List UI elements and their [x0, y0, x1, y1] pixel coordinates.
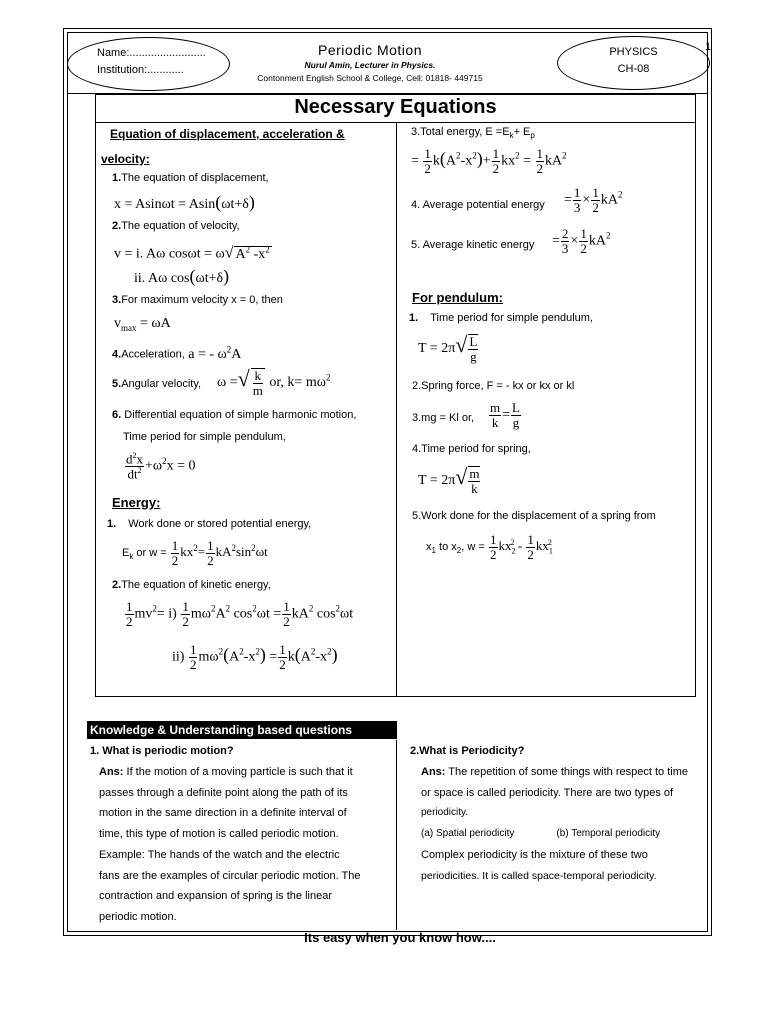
- eq-item-6b: Time period for simple pendulum,: [123, 431, 286, 443]
- q2-answer: Ans: The repetition of some things with respect to time or space is called periodicity. There are two types of periodicity. (a) Spatial periodicity (b) Temporal periodicity Complex periodicity is the mixture of these two periodicities. It is called space-temporal periodicity.: [421, 766, 688, 882]
- questions-section-title: Knowledge & Understanding based questions: [87, 721, 397, 739]
- kinetic-energy-equation-1: $\frac{1}{2}$ $mv^2= i$) $\frac{1}{2}$ $m\omega^2A^2$ $\cos^2\omega t$ = $\frac{1}{2}$ $kA^2$ $\cos^2\omega t$: [126, 599, 354, 629]
- displacement-equation: x = Asinωt = Asin(ωt+δ): [114, 192, 255, 212]
- energy-heading: Energy:: [112, 495, 161, 510]
- name-field: Name:.........................: [97, 47, 206, 59]
- q1-title: 1. What is periodic motion?: [90, 745, 234, 757]
- total-energy-equation: = $\frac{1}{2}$ $k(A^2-x^2)+$ $\frac{1}{2}$ $kx^2$ = $\frac{1}{2}$ $kA^2$: [411, 146, 567, 176]
- mg-equation-label: 3.mg = Kl or,: [412, 412, 475, 424]
- eq-item-2: 2.The equation of velocity,: [112, 220, 240, 232]
- eq-item-5: 5.Angular velocity,: [112, 378, 202, 390]
- pendulum-period-equation: T = 2π√ $\frac{L}{g}$: [418, 332, 478, 364]
- school-line: Contonment English School & College, Cell: 01818- 449715: [257, 73, 483, 83]
- eq-item-6: 6. Differential equation of simple harmonic motion,: [112, 409, 357, 421]
- chapter-label: CH-08: [617, 63, 650, 75]
- spring-work-equation: $x_1$ to $x_2$, w = $\frac{1}{2}$ $kx_2^2$ - $\frac{1}{2}$ $kx_1^2$: [426, 532, 553, 562]
- pendulum-heading: For pendulum:: [412, 290, 503, 305]
- eq-item-4: 4.Acceleration, a = - $\omega^2A$: [112, 344, 242, 362]
- avg-kinetic-energy-equation: = $\frac{2}{3}$ × $\frac{1}{2}$ $kA^2$: [552, 226, 611, 256]
- angular-velocity-equation: ω =√ $\frac{k}{m}$ or, $k= m\omega^2$: [217, 366, 331, 398]
- spatial-periodicity: (a) Spatial periodicity: [421, 828, 515, 840]
- avg-kinetic-energy: 5. Average kinetic energy: [411, 239, 535, 251]
- eq-item-1: 1.The equation of displacement,: [112, 172, 269, 184]
- energy-item-1: 1. Work done or stored potential energy,: [107, 518, 312, 530]
- spring-period-label: 4.Time period for spring,: [412, 443, 531, 455]
- document-title: Periodic Motion: [318, 42, 422, 58]
- spring-force: 2.Spring force, F = - kx or kx or kl: [412, 380, 575, 392]
- velocity-equation-2: ii. Aω cos(ωt+δ): [134, 266, 230, 286]
- mg-equation: $\frac{m}{k}$ = $\frac{L}{g}$: [490, 400, 520, 430]
- subject-label: PHYSICS: [609, 46, 658, 58]
- left-heading-2: velocity:: [101, 152, 150, 166]
- total-energy-label: 3.Total energy, $E =E_k+ E_p$: [411, 126, 535, 141]
- footer-tagline: Its easy when you know how....: [304, 930, 496, 945]
- avg-potential-energy: 4. Average potential energy: [411, 199, 545, 211]
- q1-answer: Ans: If the motion of a moving particle is such that it passes through a definite point along the path of its motion in the same direction in a definite interval of time, this type of motion is called periodic motion. Example: The hands of the watch and the electric fans are the examples of circular periodic motion. The contraction and expansion of spring is the linear periodic motion.: [99, 766, 361, 923]
- institution-field: Institution:............: [97, 64, 184, 76]
- eq-item-3: 3.For maximum velocity x = 0, then: [112, 294, 283, 306]
- shm-differential-equation: $\frac{d^2x}{dt^2}$ $+\omega^2x = 0$: [126, 451, 196, 482]
- kinetic-energy-equation-2: ii) $\frac{1}{2}$ $m\omega^2(A^2-x^2)$ = $\frac{1}{2}$ $k(A^2-x^2)$: [172, 642, 338, 672]
- spring-period-equation: T = 2π√ $\frac{m}{k}$: [418, 464, 480, 496]
- potential-energy-equation: $E_k$ or w = $\frac{1}{2}$ $kx^2=$ $\frac{1}{2}$ $kA^2\sin^2\omega t$: [122, 538, 268, 568]
- max-velocity-equation: $v_{max} = \omega A$: [114, 316, 171, 333]
- temporal-periodicity: (b) Temporal periodicity: [556, 828, 661, 840]
- questions-column-divider: [396, 740, 397, 930]
- page-number: 1: [705, 41, 712, 53]
- equations-column-divider: [396, 122, 397, 697]
- equations-title: Necessary Equations: [294, 96, 497, 118]
- q2-title: 2.What is Periodicity?: [410, 745, 525, 757]
- velocity-equation-1: v = i. Aω cosωt = ω√ $A^2$ $-x^2$: [114, 244, 270, 262]
- avg-potential-energy-equation: = $\frac{1}{3}$ × $\frac{1}{2}$ $kA^2$: [564, 185, 623, 215]
- energy-item-2: 2.The equation of kinetic energy,: [112, 579, 271, 591]
- left-heading-1: Equation of displacement, acceleration &: [110, 127, 345, 141]
- pendulum-item-1: 1. Time period for simple pendulum,: [409, 312, 594, 324]
- author-line: Nurul Amin, Lecturer in Physics.: [304, 60, 436, 70]
- spring-work-label: 5.Work done for the displacement of a spring from: [412, 510, 656, 522]
